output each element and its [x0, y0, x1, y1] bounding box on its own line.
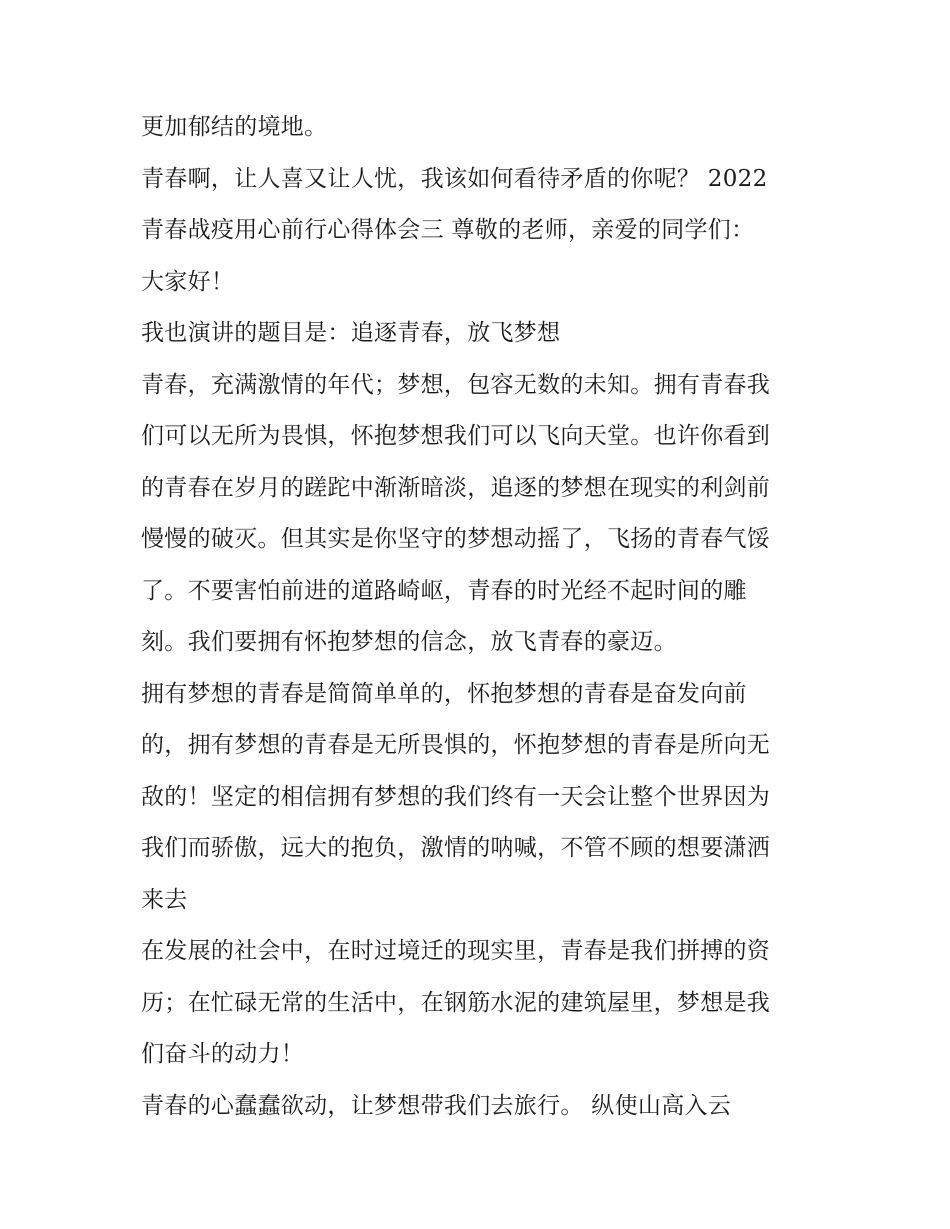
- text-line: 来去: [141, 886, 188, 913]
- text-line: 敌的！坚定的相信拥有梦想的我们终有一天会让整个世界因为: [141, 783, 771, 810]
- text-line: 的青春在岁月的蹉跎中渐渐暗淡，追逐的梦想在现实的利剑前: [141, 474, 771, 501]
- text-line: 青春的心蠢蠢欲动，让梦想带我们去旅行。 纵使山高入云: [141, 1092, 732, 1119]
- text-line: 们奋斗的动力！: [141, 1041, 305, 1067]
- text-line: 拥有梦想的青春是简简单单的，怀抱梦想的青春是奋发向前: [141, 680, 747, 707]
- text-line: 我也演讲的题目是：追逐青春，放飞梦想: [141, 320, 561, 346]
- text-line: 在发展的社会中，在时过境迁的现实里，青春是我们拼搏的资: [141, 938, 771, 964]
- text-line: 我们而骄傲，远大的抱负，激情的呐喊，不管不顾的想要潇洒: [141, 835, 771, 861]
- text-line: 了。不要害怕前进的道路崎岖，青春的时光经不起时间的雕: [141, 577, 747, 604]
- text-line: 大家好！: [141, 268, 235, 295]
- text-line: 青春，充满激情的年代；梦想，包容无数的未知。拥有青春我: [141, 371, 771, 398]
- text-line: 历；在忙碌无常的生活中，在钢筋水泥的建筑屋里，梦想是我: [141, 989, 771, 1016]
- text-line: 慢慢的破灭。但其实是你坚守的梦想动摇了，飞扬的青春气馁: [141, 526, 771, 552]
- text-line: 的，拥有梦想的青春是无所畏惧的，怀抱梦想的青春是所向无: [141, 732, 771, 758]
- text-line: 青春战疫用心前行心得体会三 尊敬的老师，亲爱的同学们：: [141, 217, 755, 243]
- text-line: 刻。我们要拥有怀抱梦想的信念，放飞青春的豪迈。: [141, 629, 677, 655]
- document-body: [141, 107, 821, 1137]
- text-line: 青春啊，让人喜又让人忧，我该如何看待矛盾的你呢？ 2022: [141, 165, 768, 192]
- text-line: 们可以无所为畏惧，怀抱梦想我们可以飞向天堂。也许你看到: [141, 423, 771, 449]
- text-line: 更加郁结的境地。: [141, 114, 328, 140]
